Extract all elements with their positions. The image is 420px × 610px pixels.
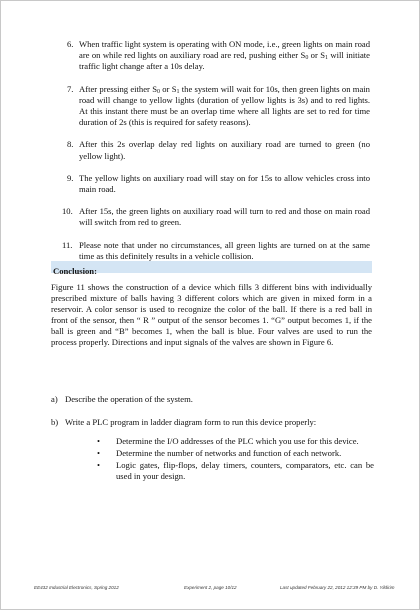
step-text: The yellow lights on auxiliary road will stay on for 15s to allow vehicles cross into main road. bbox=[79, 172, 370, 195]
step-6 bbox=[1, 39, 420, 73]
conclusion-heading: Conclusion: bbox=[53, 266, 97, 276]
conclusion-paragraph: Figure 11 shows the construction of a device which fills 3 different bins with individually prescribed mixture of balls having 3 different colors which are given in mixed form in a reservoir. A color sensor is used to recognize the color of the ball. If there is a red ball in front of the sensor, then “ R ” output of the sensor becomes 1. “G” output becomes 1, if the ball is green and “B” becomes 1, when the ball is blue. Four valves are used to run the process properly. Directions and input signals of the valves are shown in Figure 6. bbox=[51, 282, 372, 348]
requirements-list bbox=[94, 436, 374, 483]
list-item-text: Determine the I/O addresses of the PLC which you use for this device. bbox=[116, 436, 359, 446]
step-number: 9. bbox=[67, 172, 74, 183]
question-letter: a) bbox=[51, 394, 58, 404]
question-a bbox=[51, 394, 372, 405]
step-number: 11. bbox=[62, 239, 73, 250]
step-text: After this 2s overlap delay red lights on auxiliary road are turned to green (no yellow light). bbox=[79, 139, 370, 161]
step-text: When traffic light system is operating with ON mode, i.e., green lights on main road are on while red lights on auxiliary road are red, pushing either $S_0$ or $S_1$ will initiate traffic light change after a 10s delay. bbox=[79, 39, 370, 72]
step-8 bbox=[1, 139, 420, 161]
step-10 bbox=[1, 206, 420, 228]
footer-page: Experiment 2, page 10/12 bbox=[184, 585, 237, 590]
list-item bbox=[94, 448, 374, 459]
step-text: After 15s, the green lights on auxiliary road will turn to red and those on main road will switch from red to green. bbox=[79, 206, 370, 228]
bullet-icon: • bbox=[97, 460, 101, 470]
conclusion-heading-bar bbox=[51, 261, 372, 276]
bullet-icon: • bbox=[97, 448, 101, 458]
step-9 bbox=[1, 173, 420, 195]
question-text: Write a PLC program in ladder diagram form to run this device properly: bbox=[65, 417, 317, 427]
step-11 bbox=[1, 240, 420, 262]
step-text: After pressing either $S_0$ or $S_1$ the system will wait for 10s, then green lights on main road will change to yellow lights (duration of yellow lights is 3s) and to red lights. At this instant there must be an overlap time where all lights are set to red for time duration of 2s (this is required for safety reasons). bbox=[79, 83, 370, 128]
list-item bbox=[94, 436, 374, 447]
bullet-icon: • bbox=[97, 436, 101, 446]
step-7 bbox=[1, 84, 420, 129]
list-item-text: Determine the number of networks and function of each network. bbox=[116, 448, 342, 458]
footer-updated: Last updated February 22, 2012 12:39 PM by D. Yildirim bbox=[280, 585, 395, 590]
step-number: 10. bbox=[62, 206, 73, 217]
list-item-text: Logic gates, flip-flops, delay timers, counters, comparators, etc. can be used in your design. bbox=[116, 460, 374, 481]
procedure-steps bbox=[1, 39, 420, 273]
step-text: Please note that under no circumstances, all green lights are turned on at the same time as this definitely results in a vehicle collision. bbox=[79, 239, 370, 261]
question-letter: b) bbox=[51, 417, 59, 427]
step-number: 8. bbox=[67, 139, 74, 150]
footer-course: EE432 Industrial Electronics, Spring 2012 bbox=[34, 585, 119, 590]
question-text: Describe the operation of the system. bbox=[65, 394, 193, 404]
step-number: 6. bbox=[67, 39, 74, 49]
list-item bbox=[94, 460, 374, 482]
step-number: 7. bbox=[67, 83, 74, 94]
question-b bbox=[51, 417, 372, 428]
